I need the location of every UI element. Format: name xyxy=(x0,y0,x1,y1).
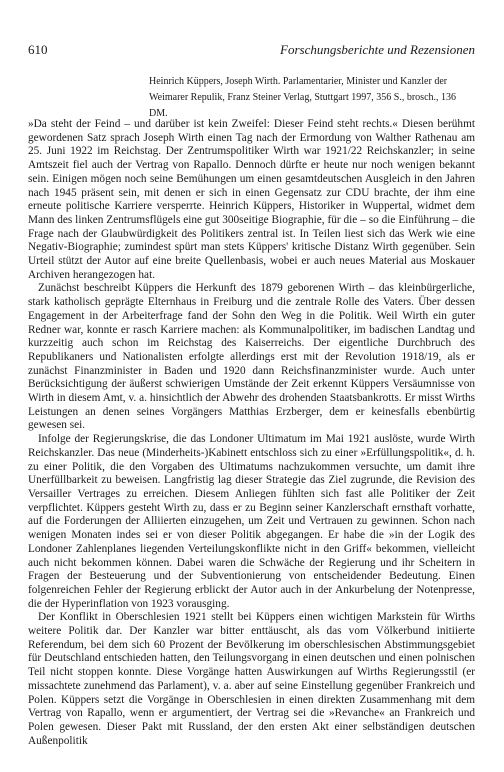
bibliographic-entry: Heinrich Küppers, Joseph Wirth. Parlamentarier, Minister und Kanzler der Weimarer Repulik, Franz Steiner Verlag, Stuttgart 1997, 356 S., brosch., 136 DM. xyxy=(149,76,457,119)
paragraph: »Da steht der Feind – und darüber ist kein Zweifel: Dieser Feind steht rechts.« Diesen berühmt gewordenen Satz sprach Joseph Wirth einen Tag nach der Ermordung von Walther Rathenau am 25. Juni 1922 im Reichstag. Der Zentrumspolitiker Wirth war 1921/22 Reichskanzler; in seine Amtszeit fiel auch der Vertrag von Rapallo. Dennoch dürfte er heute nur noch wenigen bekannt sein. Einigen mögen noch seine Bemühungen um einen gesamtdeutschen Ausgleich in den Jahren nach 1945 präsent sein, mit denen er sich in einen Gegensatz zur CDU brachte, der ihm eine erneute politische Karriere versperrte. Heinrich Küppers, Historiker in Wuppertal, widmet dem Mann des linken Zentrumsflügels eine gut 300seitige Biographie, für die – so die Einführung – die Frage nach der Glaubwürdigkeit des Politikers zentral ist. In Teilen liest sich das Werk wie eine Negativ-Biographie; zumindest spürt man stets Küppers' kritische Distanz Wirth gegenüber. Sein Urteil stützt der Autor auf eine breite Quellenbasis, wobei er auch neues Material aus Moskauer Archiven herangezogen hat. xyxy=(28,118,475,281)
review-body xyxy=(28,118,475,748)
paragraph: Zunächst beschreibt Küppers die Herkunft des 1879 geborenen Wirth – das kleinbürgerliche, stark katholisch geprägte Elternhaus in Freiburg und die zentrale Rolle des Vaters. Über dessen Engagement in der Arbeiterfrage fand der Sohn den Weg in die Politik. Weil Wirth ein guter Redner war, konnte er rasch Karriere machen: als Kommunalpolitiker, im badischen Landtag und kurzzeitig auch schon im Reichstag des Kaiserreichs. Der eigentliche Durchbruch des Republikaners und Nationalisten erfolgte allerdings erst mit der Revolution 1918/19, als er zunächst Finanzminister in Baden und 1920 dann Reichsfinanzminister wurde. Auch unter Berücksichtigung der äußerst schwierigen Umstände der Zeit erkennt Küppers Versäumnisse von Wirth in diesem Amt, v. a. hinsichtlich der Abwehr des drohenden Staatsbankrotts. Er misst Wirths Leistungen an denen seines Vorgängers Matthias Erzberger, dem er keinesfalls ebenbürtig gewesen sei. xyxy=(28,282,475,432)
page-number: 610 xyxy=(28,42,48,57)
page-header xyxy=(28,42,475,62)
running-title: Forschungsberichte und Rezensionen xyxy=(280,42,475,57)
paragraph: Der Konflikt in Oberschlesien 1921 stellt bei Küppers einen wichtigen Markstein für Wirths weitere Politik dar. Der Kanzler war bitter enttäuscht, als das vom Völkerbund initiierte Referendum, bei dem sich 60 Prozent der Bevölkerung im oberschlesischen Abstimmungsgebiet für Deutschland entschieden hatten, den Teilungsvorgang in einen deutschen und einen polnischen Teil nicht stoppen konnte. Diese Vorgänge hatten Auswirkungen auf Wirths Regierungsstil (er missachtete zunehmend das Parlament), v. a. aber auf seine Einstellung gegenüber Frankreich und Polen. Küppers setzt die Vorgänge in Oberschlesien in einen direkten Zusammenhang mit dem Vertrag von Rapallo, wenn er argumentiert, der Vertrag sei die »Revanche« an Frankreich und Polen gewesen. Dieser Pakt mit Russland, der den ersten Akt einer selbständigen deutschen Außenpolitik xyxy=(28,611,475,747)
paragraph: Infolge der Regierungskrise, die das Londoner Ultimatum im Mai 1921 auslöste, wurde Wirth Reichskanzler. Das neue (Minderheits-)Kabinett entschloss sich zu einer »Erfüllungspolitik«, d. h. zu einer Politik, die den Vorgaben des Ultimatums nachzukommen versuchte, um damit ihre Unerfüllbarkeit zu beweisen. Langfristig lag dieser Strategie das Ziel zugrunde, die Revision des Versailler Vertrages zu erreichen. Diesem Anliegen fühlten sich fast alle Politiker der Zeit verpflichtet. Küppers gesteht Wirth zu, dass er zu Beginn seiner Kanzlerschaft ernsthaft vorhatte, auf die Forderungen der Alliierten einzugehen, um Zeit und Vertrauen zu gewinnen. Schon nach wenigen Monaten indes sei er von dieser Politik abgegangen. Er habe die »in der Logik des Londoner Zahlenplanes liegenden Verteilungskonflikte nicht in den Griff« bekommen, vielleicht auch nicht bekommen können. Dabei waren die Schwäche der Regierung und ihr Scheitern in Fragen der Besteuerung und der Subventionierung von entscheidender Bedeutung. Einen folgenreichen Fehler der Regierung erblickt der Autor auch in der Ankurbelung der Notenpresse, die der Hyperinflation von 1923 vorausging. xyxy=(28,433,475,610)
